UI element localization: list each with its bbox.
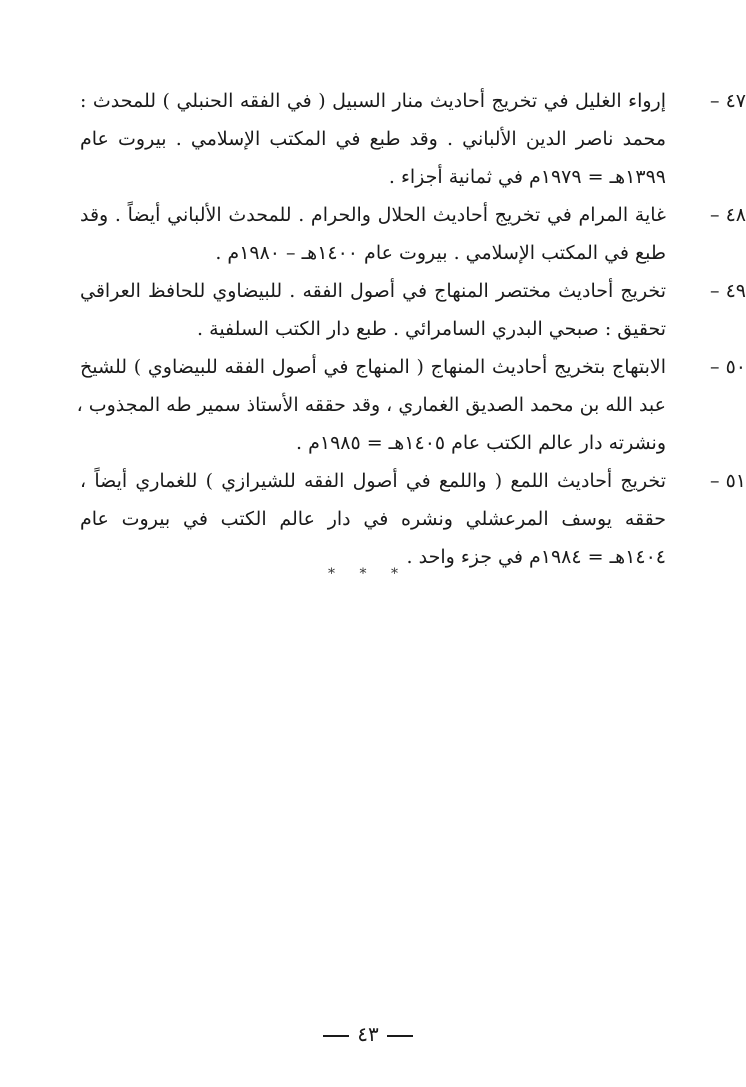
entry-line: ١٤٠٤هـ = ١٩٨٤م في جزء واحد . (406, 546, 666, 568)
entry-line: تحقيق : صبحي البدري السامرائي . طبع دار الكتب السلفية . (197, 318, 666, 340)
list-item (76, 348, 746, 462)
list-item (80, 462, 746, 576)
left-dash-divider (387, 1035, 413, 1037)
entry-line: عبد الله بن محمد الصديق الغماري ، وقد حققه الأستاذ سمير طه المجذوب ، (76, 394, 666, 416)
bibliography-list (76, 82, 746, 576)
entry-line: غاية المرام في تخريج أحاديث الحلال والحرام . للمحدث الألباني أيضاً . وقد (80, 204, 666, 226)
section-separator: * * * (328, 566, 408, 582)
entry-number: ٤٧ – (710, 90, 746, 112)
page-number-footer (0, 1022, 736, 1046)
page-number: ٤٣ (357, 1022, 379, 1046)
list-item (80, 272, 746, 348)
entry-line: طبع في المكتب الإسلامي . بيروت عام ١٤٠٠هـ – ١٩٨٠م . (215, 242, 666, 264)
entry-number: ٤٨ – (710, 204, 746, 226)
entry-number: ٥١ – (710, 470, 746, 492)
right-dash-divider (323, 1035, 349, 1037)
entry-number: ٥٠ – (710, 356, 746, 378)
entry-number: ٤٩ – (710, 280, 746, 302)
list-item (80, 82, 746, 196)
entry-line: ١٣٩٩هـ = ١٩٧٩م في ثمانية أجزاء . (388, 166, 666, 188)
entry-line: حققه يوسف المرعشلي ونشره في دار عالم الكتب في بيروت عام (80, 508, 666, 530)
entry-line: الابتهاج بتخريج أحاديث المنهاج ( المنهاج في أصول الفقه للبيضاوي ) للشيخ (80, 356, 666, 378)
entry-line: ونشرته دار عالم الكتب عام ١٤٠٥هـ = ١٩٨٥م . (296, 432, 666, 454)
list-item (80, 196, 746, 272)
entry-line: محمد ناصر الدين الألباني . وقد طبع في المكتب الإسلامي . بيروت عام (80, 128, 666, 150)
entry-line: تخريج أحاديث اللمع ( واللمع في أصول الفقه للشيرازي ) للغماري أيضاً ، (80, 470, 666, 492)
entry-line: تخريج أحاديث مختصر المنهاج في أصول الفقه . للبيضاوي للحافظ العراقي (80, 280, 666, 302)
entry-line: إرواء الغليل في تخريج أحاديث منار السبيل ( في الفقه الحنبلي ) للمحدث : (80, 90, 666, 112)
